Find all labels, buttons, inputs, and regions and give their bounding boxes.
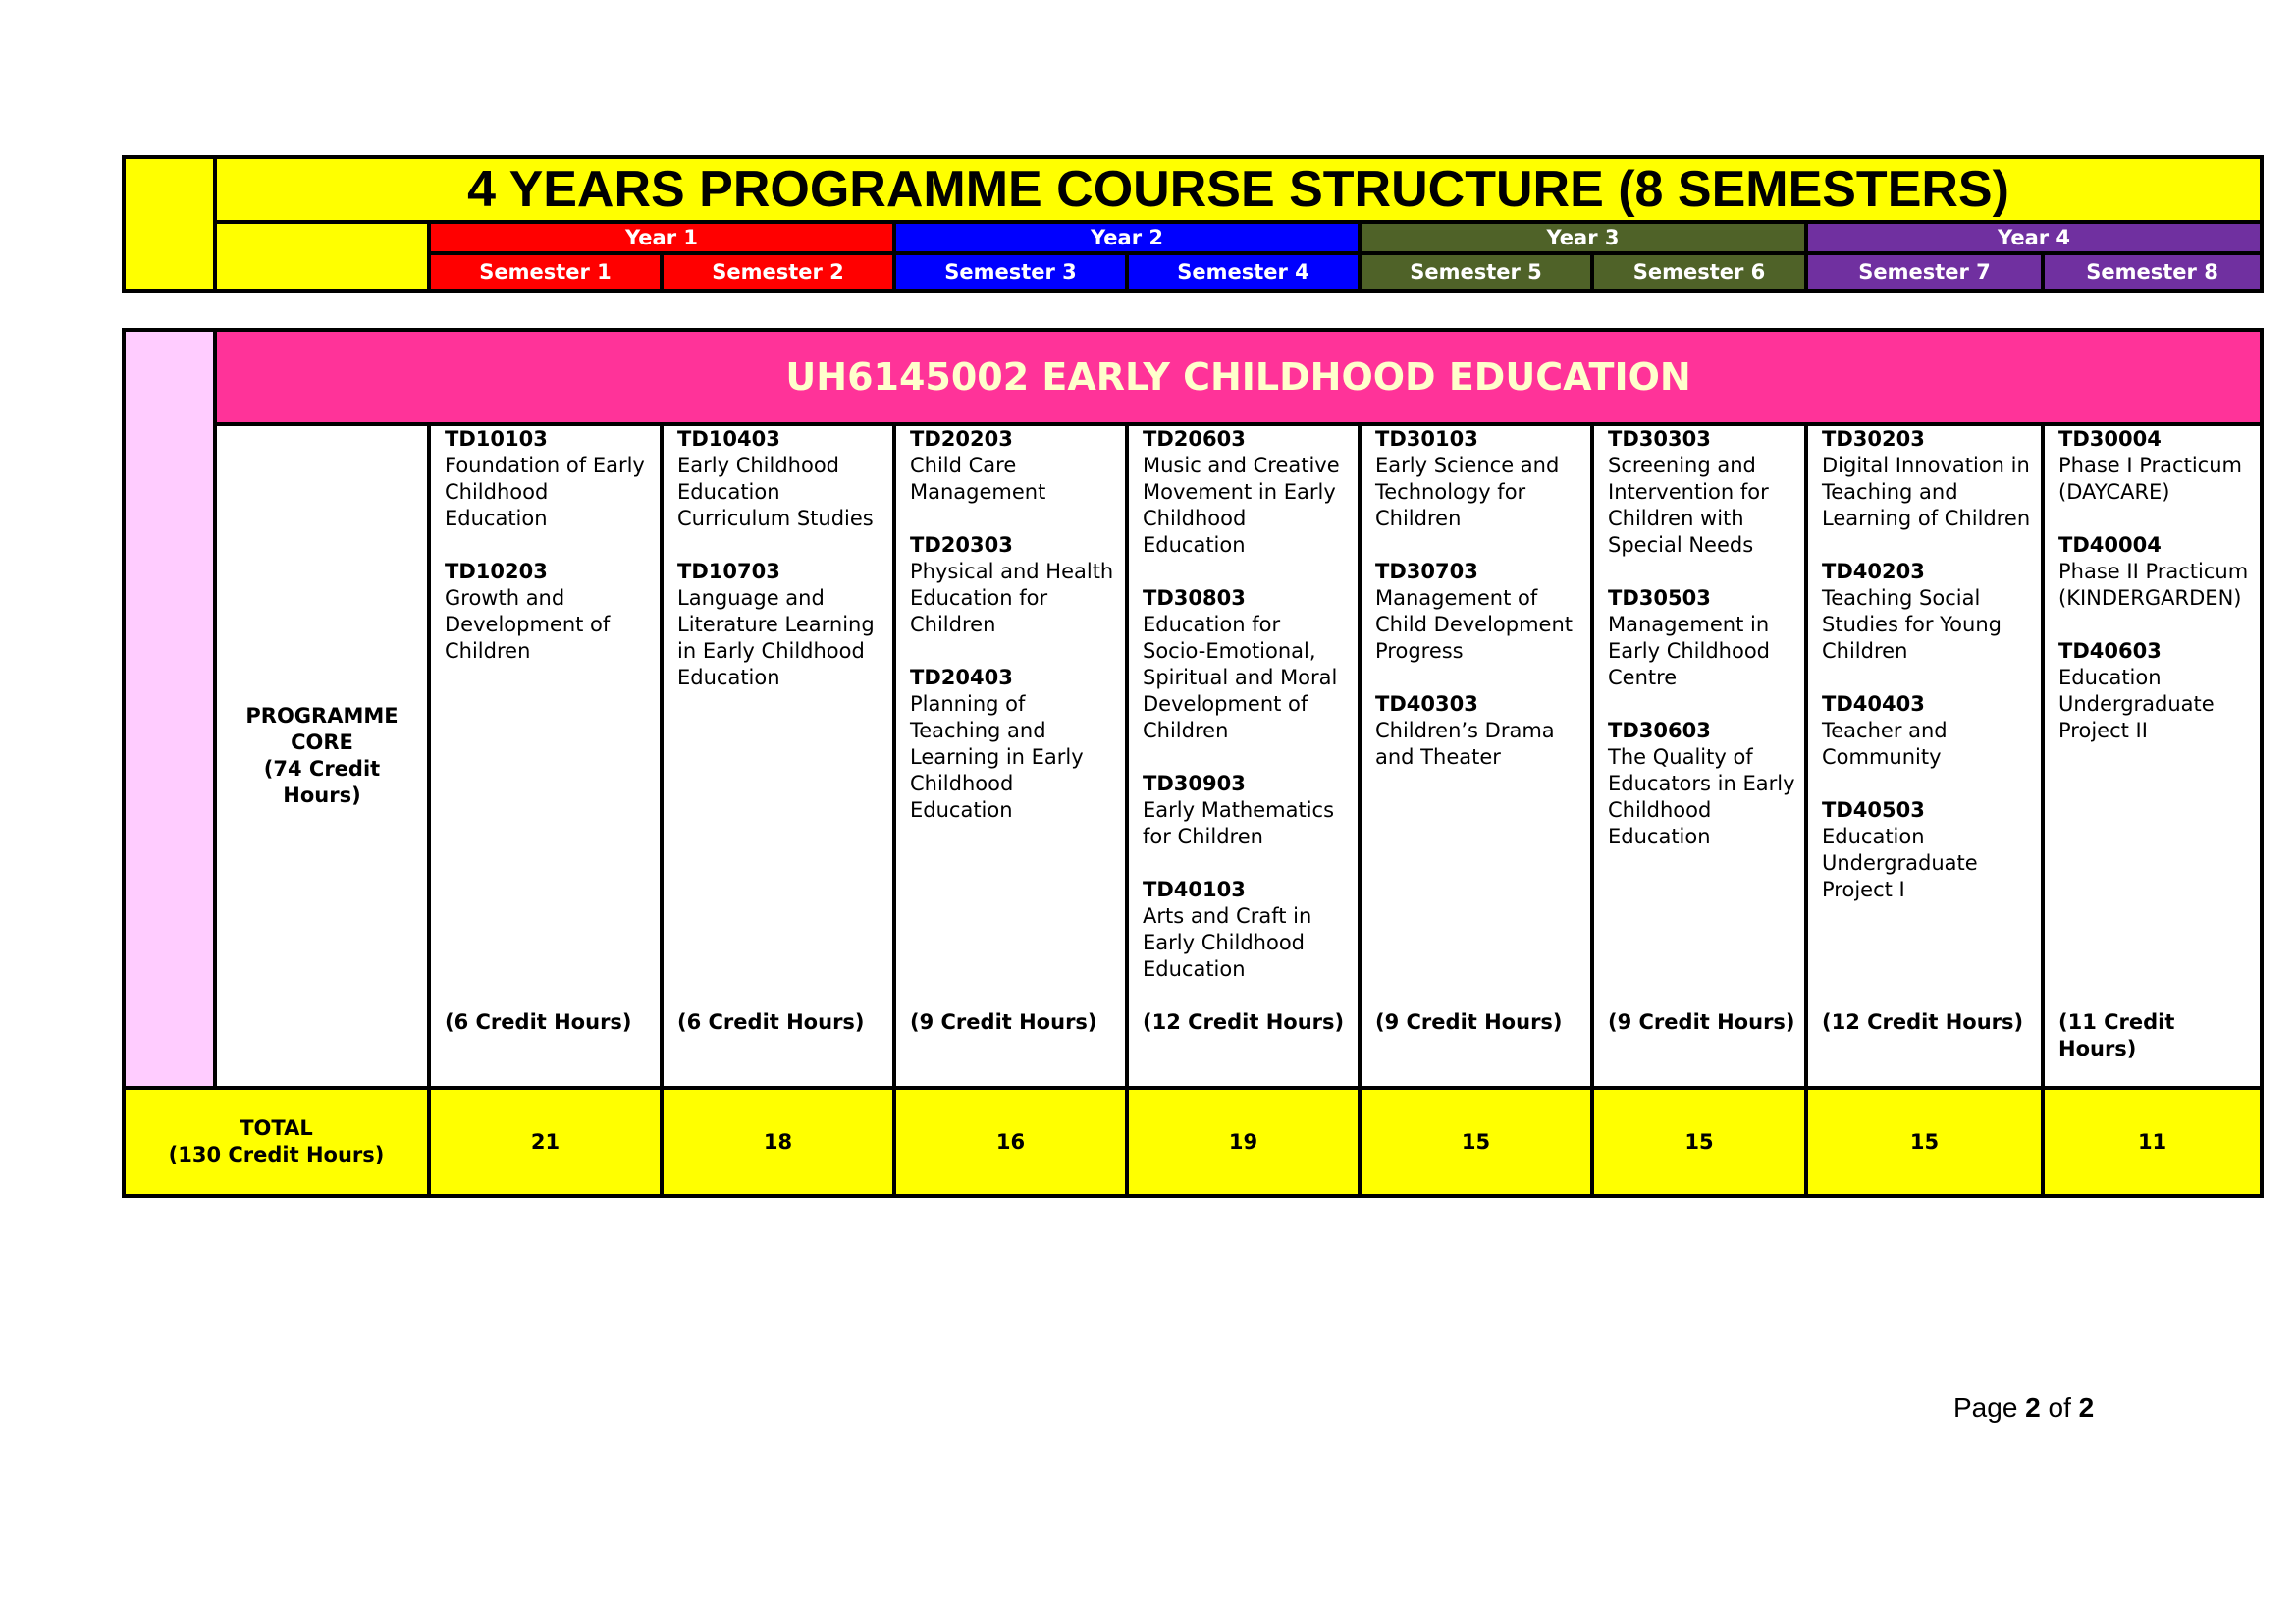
core-label-line: PROGRAMME — [245, 704, 399, 728]
course-title: Child Care Management — [910, 454, 1046, 504]
year-3-header: Year 3 — [1360, 222, 1806, 253]
semester-8-total: 11 — [2043, 1088, 2262, 1196]
course-code: TD40403 — [1822, 692, 1925, 716]
page-of: of — [2040, 1392, 2079, 1423]
semester-2-courses — [662, 424, 894, 1088]
course-code: TD10403 — [677, 427, 780, 451]
course-title: Screening and Intervention for Children with Special Needs — [1608, 454, 1769, 557]
course-structure-header — [122, 155, 2264, 293]
year-2-header: Year 2 — [894, 222, 1360, 253]
course-entry — [2058, 532, 2252, 612]
course-entry — [1375, 426, 1582, 532]
course-title: Education Undergraduate Project II — [2058, 666, 2215, 742]
semester-7-courses — [1806, 424, 2043, 1088]
semester-5-header: Semester 5 — [1360, 253, 1592, 291]
course-title: Music and Creative Movement in Early Childhood Education — [1143, 454, 1340, 557]
page-number — [1953, 1392, 2094, 1424]
course-entry — [1608, 718, 1796, 850]
semester-4-courses — [1127, 424, 1360, 1088]
course-entry — [1822, 559, 2033, 665]
semester-5-courses — [1360, 424, 1592, 1088]
course-code: TD30503 — [1608, 586, 1711, 610]
course-title: Early Childhood Education Curriculum Studies — [677, 454, 874, 530]
side-strip — [124, 330, 215, 1088]
course-title: Teaching Social Studies for Young Children — [1822, 586, 2002, 663]
course-title: Phase II Practicum (KINDERGARDEN) — [2058, 560, 2249, 610]
course-code: TD30903 — [1143, 772, 1246, 795]
programme-core-label — [215, 424, 429, 1088]
header-blank-cell — [215, 222, 429, 291]
semester-6-header: Semester 6 — [1592, 253, 1806, 291]
course-entry — [1608, 426, 1796, 559]
semester-1-header: Semester 1 — [429, 253, 662, 291]
course-title: Early Mathematics for Children — [1143, 798, 1335, 848]
semester-8-courses — [2043, 424, 2262, 1088]
course-code: TD40503 — [1822, 798, 1925, 822]
course-title: Foundation of Early Childhood Education — [445, 454, 645, 530]
semester-8-header: Semester 8 — [2043, 253, 2262, 291]
core-label-line: CORE — [291, 731, 353, 754]
course-code: TD10203 — [445, 560, 548, 583]
course-entry — [1143, 771, 1350, 850]
course-title: Management of Child Development Progress — [1375, 586, 1574, 663]
course-code: TD10703 — [677, 560, 780, 583]
course-title: Growth and Development of Children — [445, 586, 611, 663]
semester-3-courses — [894, 424, 1127, 1088]
course-entry — [1822, 691, 2033, 771]
course-title: Language and Literature Learning in Early Childhood Education — [677, 586, 875, 689]
course-entry — [1143, 877, 1350, 983]
course-entry — [1375, 559, 1582, 665]
total-label-cell — [124, 1088, 429, 1196]
programme-banner: UH6145002 EARLY CHILDHOOD EDUCATION — [215, 330, 2262, 424]
course-title: Physical and Health Education for Children — [910, 560, 1114, 636]
course-code: TD20303 — [910, 533, 1013, 557]
course-entry — [445, 559, 652, 665]
course-code: TD10103 — [445, 427, 548, 451]
course-entry — [1143, 585, 1350, 744]
semester-2-header: Semester 2 — [662, 253, 894, 291]
course-title: Education Undergraduate Project I — [1822, 825, 1978, 901]
semester-credit-hours: (6 Credit Hours) — [445, 1010, 632, 1034]
page-prefix: Page — [1953, 1392, 2026, 1423]
core-label-line: (74 Credit — [263, 757, 381, 781]
header-corner-cell — [124, 157, 215, 291]
programme-table — [122, 328, 2264, 1198]
semester-7-total: 15 — [1806, 1088, 2043, 1196]
semester-3-total: 16 — [894, 1088, 1127, 1196]
course-code: TD40103 — [1143, 878, 1246, 901]
course-entry — [677, 426, 884, 532]
course-code: TD30203 — [1822, 427, 1925, 451]
course-title: Arts and Craft in Early Childhood Education — [1143, 904, 1312, 981]
semester-credit-hours: (9 Credit Hours) — [910, 1010, 1097, 1034]
course-code: TD40004 — [2058, 533, 2162, 557]
course-code: TD30303 — [1608, 427, 1711, 451]
course-code: TD40203 — [1822, 560, 1925, 583]
page-current: 2 — [2025, 1392, 2041, 1423]
course-title: Digital Innovation in Teaching and Learning of Children — [1822, 454, 2031, 530]
semester-credit-hours: (9 Credit Hours) — [1375, 1010, 1563, 1034]
semester-1-total: 21 — [429, 1088, 662, 1196]
total-credit-hours: (130 Credit Hours) — [168, 1143, 385, 1166]
course-code: TD30004 — [2058, 427, 2162, 451]
semester-4-total: 19 — [1127, 1088, 1360, 1196]
semester-4-header: Semester 4 — [1127, 253, 1360, 291]
course-title: Teacher and Community — [1822, 719, 1948, 769]
semester-credit-hours: (9 Credit Hours) — [1608, 1010, 1795, 1034]
course-code: TD30603 — [1608, 719, 1711, 742]
course-entry — [910, 426, 1117, 506]
page-title: 4 YEARS PROGRAMME COURSE STRUCTURE (8 SEMESTERS) — [215, 157, 2262, 222]
year-4-header: Year 4 — [1806, 222, 2262, 253]
semester-6-courses — [1592, 424, 1806, 1088]
course-code: TD40603 — [2058, 639, 2162, 663]
semester-2-total: 18 — [662, 1088, 894, 1196]
course-code: TD20403 — [910, 666, 1013, 689]
course-title: Management in Early Childhood Centre — [1608, 613, 1771, 689]
semester-7-header: Semester 7 — [1806, 253, 2043, 291]
semester-credit-hours: (12 Credit Hours) — [1143, 1010, 1345, 1034]
semester-credit-hours: (11 Credit Hours) — [2058, 1010, 2175, 1060]
course-title: Planning of Teaching and Learning in Early Childhood Education — [910, 692, 1084, 822]
semester-1-courses — [429, 424, 662, 1088]
semester-credit-hours: (12 Credit Hours) — [1822, 1010, 2024, 1034]
course-entry — [1822, 426, 2033, 532]
course-title: The Quality of Educators in Early Childhood Education — [1608, 745, 1795, 848]
year-1-header: Year 1 — [429, 222, 894, 253]
course-code: TD30803 — [1143, 586, 1246, 610]
course-entry — [1143, 426, 1350, 559]
course-title: Phase I Practicum (DAYCARE) — [2058, 454, 2242, 504]
course-code: TD30103 — [1375, 427, 1478, 451]
course-entry — [1822, 797, 2033, 903]
course-entry — [445, 426, 652, 532]
semester-3-header: Semester 3 — [894, 253, 1127, 291]
course-title: Children’s Drama and Theater — [1375, 719, 1555, 769]
core-label-line: Hours) — [283, 784, 361, 807]
semester-credit-hours: (6 Credit Hours) — [677, 1010, 865, 1034]
total-label: TOTAL — [240, 1116, 313, 1140]
semester-5-total: 15 — [1360, 1088, 1592, 1196]
course-entry — [1375, 691, 1582, 771]
course-code: TD40303 — [1375, 692, 1478, 716]
course-code: TD30703 — [1375, 560, 1478, 583]
course-entry — [2058, 638, 2252, 744]
course-entry — [910, 532, 1117, 638]
course-entry — [2058, 426, 2252, 506]
course-entry — [677, 559, 884, 691]
course-title: Early Science and Technology for Children — [1375, 454, 1560, 530]
semester-6-total: 15 — [1592, 1088, 1806, 1196]
course-code: TD20603 — [1143, 427, 1246, 451]
course-code: TD20203 — [910, 427, 1013, 451]
course-entry — [910, 665, 1117, 824]
course-title: Education for Socio-Emotional, Spiritual and Moral Development of Children — [1143, 613, 1338, 742]
page-total: 2 — [2078, 1392, 2095, 1423]
course-entry — [1608, 585, 1796, 691]
